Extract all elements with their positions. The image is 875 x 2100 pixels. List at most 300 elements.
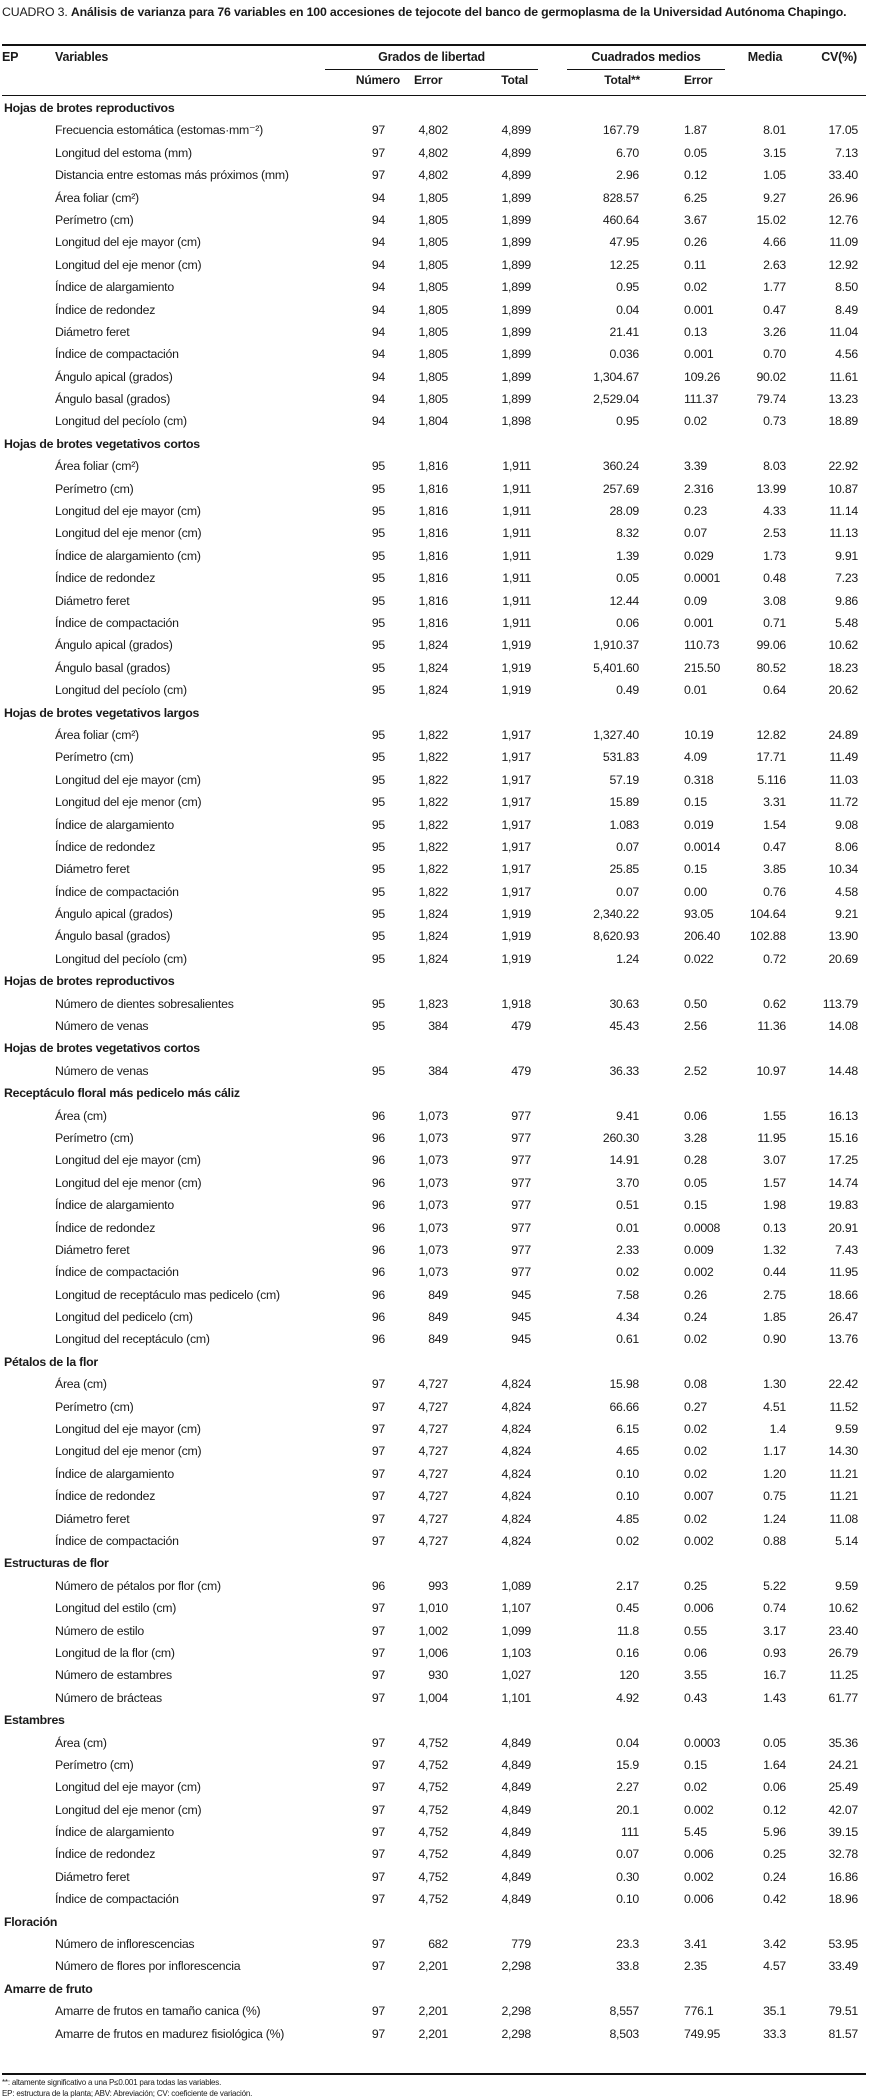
variable-name: Longitud del estoma (mm) bbox=[55, 145, 192, 160]
cv: 5.48 bbox=[835, 615, 858, 630]
media: 3.15 bbox=[763, 145, 786, 160]
table-row bbox=[0, 522, 875, 544]
group-title: Estructuras de flor bbox=[4, 1556, 109, 1571]
ms-total: 2,529.04 bbox=[593, 392, 639, 407]
ms-total: 4.92 bbox=[616, 1690, 639, 1705]
df-error: 2,201 bbox=[418, 1959, 448, 1974]
media: 1.55 bbox=[763, 1108, 786, 1123]
df-total: 1,917 bbox=[501, 862, 531, 877]
table-row bbox=[0, 1821, 875, 1843]
cv: 12.92 bbox=[828, 257, 858, 272]
cv: 22.92 bbox=[828, 459, 858, 474]
cuadrados-underline bbox=[567, 69, 725, 70]
df-total: 1,919 bbox=[501, 683, 531, 698]
cv: 42.07 bbox=[828, 1802, 858, 1817]
media: 0.88 bbox=[763, 1534, 786, 1548]
df-error: 1,073 bbox=[418, 1108, 448, 1123]
table-row bbox=[0, 1306, 875, 1328]
ms-error: 2.52 bbox=[684, 1063, 707, 1078]
cv: 9.91 bbox=[835, 548, 858, 563]
df-total: 1,027 bbox=[501, 1668, 531, 1683]
df-error: 4,727 bbox=[418, 1534, 448, 1548]
media: 4.57 bbox=[763, 1959, 786, 1974]
ms-total: 4.85 bbox=[616, 1511, 639, 1526]
ms-total: 0.95 bbox=[616, 280, 639, 295]
ms-total: 0.06 bbox=[616, 615, 639, 630]
media: 15.02 bbox=[756, 212, 786, 227]
ms-error: 110.73 bbox=[684, 638, 720, 653]
media: 12.82 bbox=[756, 727, 786, 742]
cv: 18.96 bbox=[828, 1892, 858, 1907]
table-row bbox=[0, 1463, 875, 1485]
media: 0.71 bbox=[763, 615, 786, 630]
ms-total: 0.01 bbox=[616, 1220, 639, 1235]
media: 3.07 bbox=[763, 1153, 786, 1168]
ms-error: 0.0001 bbox=[684, 571, 721, 586]
df-numero: 97 bbox=[371, 145, 385, 160]
cv: 81.57 bbox=[828, 2026, 858, 2041]
df-error: 1,824 bbox=[418, 683, 448, 698]
table-row bbox=[0, 164, 875, 186]
ms-error: 0.0008 bbox=[684, 1220, 721, 1235]
variable-name: Número de inflorescencias bbox=[55, 1937, 195, 1952]
media: 0.90 bbox=[763, 1332, 786, 1347]
ms-error: 0.029 bbox=[684, 548, 714, 563]
ms-error: 3.67 bbox=[684, 212, 707, 227]
table-row bbox=[0, 1217, 875, 1239]
df-numero: 96 bbox=[371, 1242, 385, 1257]
df-numero: 97 bbox=[371, 1377, 385, 1392]
df-total: 1,919 bbox=[501, 951, 531, 966]
table-row bbox=[0, 1172, 875, 1194]
cv: 8.06 bbox=[835, 839, 858, 854]
ms-error: 749.95 bbox=[684, 2026, 721, 2041]
ms-total: 3.70 bbox=[616, 1175, 639, 1190]
table-row bbox=[0, 679, 875, 701]
group-title: Receptáculo floral más pedicelo más cáliz bbox=[4, 1086, 240, 1101]
ms-total: 8,620.93 bbox=[593, 929, 639, 944]
df-numero: 97 bbox=[371, 1668, 385, 1683]
ms-error: 0.0014 bbox=[684, 839, 721, 854]
df-total: 4,824 bbox=[501, 1377, 531, 1392]
media: 0.64 bbox=[763, 683, 786, 698]
df-total: 945 bbox=[511, 1332, 531, 1347]
cv: 26.96 bbox=[828, 190, 858, 205]
df-total: 1,911 bbox=[502, 615, 531, 630]
ms-error: 93.05 bbox=[684, 907, 714, 922]
df-total: 4,899 bbox=[501, 123, 531, 138]
ms-error: 0.02 bbox=[684, 414, 707, 429]
table-row bbox=[0, 612, 875, 634]
ms-error: 0.006 bbox=[684, 1892, 714, 1907]
variable-name: Índice de compactación bbox=[55, 347, 179, 362]
ms-error: 0.01 bbox=[684, 683, 707, 698]
df-total: 977 bbox=[511, 1220, 531, 1235]
ms-total: 0.05 bbox=[616, 571, 639, 586]
df-error: 1,816 bbox=[418, 526, 448, 541]
media: 0.72 bbox=[763, 951, 786, 966]
media: 102.88 bbox=[749, 929, 786, 944]
cv: 14.08 bbox=[828, 1019, 858, 1034]
ms-error: 0.0003 bbox=[684, 1735, 721, 1750]
df-total: 1,089 bbox=[501, 1578, 531, 1593]
df-numero: 96 bbox=[371, 1578, 385, 1593]
df-numero: 94 bbox=[371, 302, 385, 317]
df-total: 779 bbox=[511, 1937, 531, 1952]
df-numero: 95 bbox=[371, 459, 385, 474]
df-numero: 96 bbox=[371, 1175, 385, 1190]
df-numero: 97 bbox=[371, 168, 385, 183]
df-error: 4,752 bbox=[418, 1847, 448, 1862]
ms-total: 0.02 bbox=[616, 1534, 639, 1548]
cv: 24.89 bbox=[828, 727, 858, 742]
group-row bbox=[0, 1911, 875, 1933]
df-error: 1,823 bbox=[418, 996, 448, 1011]
variable-name: Longitud del pecíolo (cm) bbox=[55, 414, 187, 429]
df-numero: 95 bbox=[371, 1063, 385, 1078]
df-error: 1,002 bbox=[418, 1623, 448, 1638]
bottom-rule bbox=[2, 2073, 866, 2075]
df-numero: 97 bbox=[371, 1847, 385, 1862]
ms-error: 206.40 bbox=[684, 929, 721, 944]
df-numero: 95 bbox=[371, 593, 385, 608]
df-total: 1,911 bbox=[502, 481, 531, 496]
df-total: 1,899 bbox=[501, 235, 531, 250]
ms-error: 0.002 bbox=[684, 1802, 714, 1817]
variable-name: Número de flores por inflorescencia bbox=[55, 1959, 241, 1974]
ms-error: 0.006 bbox=[684, 1847, 714, 1862]
df-numero: 97 bbox=[371, 1466, 385, 1481]
table-row bbox=[0, 2000, 875, 2022]
variable-name: Perímetro (cm) bbox=[55, 750, 134, 765]
df-total: 1,107 bbox=[501, 1601, 531, 1616]
df-error: 4,752 bbox=[418, 1757, 448, 1772]
df-error: 4,752 bbox=[418, 1735, 448, 1750]
cv: 14.48 bbox=[828, 1063, 858, 1078]
df-total: 945 bbox=[511, 1287, 531, 1302]
df-numero: 95 bbox=[371, 772, 385, 787]
table-row bbox=[0, 1776, 875, 1798]
df-total: 1,899 bbox=[501, 369, 531, 384]
cv: 11.09 bbox=[829, 235, 858, 250]
ms-error: 0.08 bbox=[684, 1377, 707, 1392]
cv: 11.04 bbox=[829, 324, 858, 339]
ms-total: 66.66 bbox=[609, 1399, 639, 1414]
df-numero: 97 bbox=[371, 1534, 385, 1548]
ms-total: 23.3 bbox=[616, 1937, 639, 1952]
media: 1.24 bbox=[763, 1511, 786, 1526]
table-row bbox=[0, 1597, 875, 1619]
df-numero: 97 bbox=[371, 1959, 385, 1974]
df-total: 4,849 bbox=[501, 1802, 531, 1817]
cv: 9.86 bbox=[835, 593, 858, 608]
df-numero: 97 bbox=[371, 1892, 385, 1907]
df-error: 1,805 bbox=[418, 347, 448, 362]
variable-name: Área foliar (cm²) bbox=[55, 459, 139, 474]
ms-error: 2.56 bbox=[684, 1019, 707, 1034]
table-row bbox=[0, 1440, 875, 1462]
ms-error: 0.15 bbox=[684, 795, 707, 810]
df-error: 1,822 bbox=[418, 772, 448, 787]
ms-error: 0.05 bbox=[684, 145, 707, 160]
df-numero: 96 bbox=[371, 1198, 385, 1213]
table-row bbox=[0, 769, 875, 791]
df-numero: 94 bbox=[371, 369, 385, 384]
df-total: 1,899 bbox=[501, 212, 531, 227]
variable-name: Índice de compactación bbox=[55, 1892, 179, 1907]
ms-error: 0.06 bbox=[684, 1645, 707, 1660]
table-row bbox=[0, 836, 875, 858]
df-numero: 97 bbox=[371, 1489, 385, 1504]
media: 2.75 bbox=[763, 1287, 786, 1302]
cv: 113.79 bbox=[822, 996, 858, 1011]
ms-error: 1.87 bbox=[684, 123, 707, 138]
ms-total: 0.10 bbox=[616, 1892, 639, 1907]
table-row bbox=[0, 1418, 875, 1440]
cv: 10.62 bbox=[828, 638, 858, 653]
media: 4.33 bbox=[763, 504, 786, 519]
df-numero: 97 bbox=[371, 1601, 385, 1616]
table-row bbox=[0, 343, 875, 365]
variable-name: Índice de compactación bbox=[55, 615, 179, 630]
df-total: 4,824 bbox=[501, 1444, 531, 1459]
header-cm-error: Error bbox=[684, 73, 713, 87]
df-numero: 95 bbox=[371, 660, 385, 675]
df-error: 4,727 bbox=[418, 1422, 448, 1437]
table-row bbox=[0, 791, 875, 813]
table-row bbox=[0, 2023, 875, 2045]
ms-error: 0.15 bbox=[684, 1198, 707, 1213]
df-numero: 97 bbox=[371, 1690, 385, 1705]
media: 1.73 bbox=[763, 548, 786, 563]
df-error: 4,752 bbox=[418, 1892, 448, 1907]
ms-total: 12.44 bbox=[609, 593, 639, 608]
ms-error: 0.001 bbox=[684, 347, 714, 362]
table-row bbox=[0, 724, 875, 746]
table-row bbox=[0, 455, 875, 477]
cv: 61.77 bbox=[828, 1690, 858, 1705]
table-row bbox=[0, 858, 875, 880]
df-numero: 97 bbox=[371, 2026, 385, 2041]
df-total: 1,917 bbox=[501, 839, 531, 854]
cv: 7.13 bbox=[835, 145, 858, 160]
ms-error: 0.09 bbox=[684, 593, 707, 608]
df-error: 1,824 bbox=[418, 951, 448, 966]
df-total: 977 bbox=[511, 1242, 531, 1257]
cv: 8.50 bbox=[835, 280, 858, 295]
variable-name: Longitud del eje mayor (cm) bbox=[55, 1780, 201, 1795]
cv: 8.49 bbox=[835, 302, 858, 317]
media: 1.20 bbox=[763, 1466, 786, 1481]
variable-name: Índice de redondez bbox=[55, 1220, 156, 1235]
variable-name: Longitud de la flor (cm) bbox=[55, 1645, 175, 1660]
media: 90.02 bbox=[756, 369, 786, 384]
media: 5.96 bbox=[763, 1825, 786, 1840]
variable-name: Frecuencia estomática (estomas·mm⁻²) bbox=[55, 123, 263, 138]
df-error: 1,805 bbox=[418, 235, 448, 250]
ms-total: 20.1 bbox=[616, 1802, 639, 1817]
variable-name: Índice de compactación bbox=[55, 1534, 179, 1548]
media: 0.13 bbox=[763, 1220, 786, 1235]
ms-error: 0.02 bbox=[684, 1466, 707, 1481]
df-total: 2,298 bbox=[501, 2004, 531, 2019]
header-ep: EP bbox=[2, 50, 19, 64]
variable-name: Perímetro (cm) bbox=[55, 212, 134, 227]
ms-total: 0.02 bbox=[616, 1265, 639, 1280]
cv: 20.91 bbox=[828, 1220, 858, 1235]
df-total: 1,917 bbox=[501, 750, 531, 765]
df-numero: 95 bbox=[371, 750, 385, 765]
df-error: 1,816 bbox=[418, 504, 448, 519]
df-error: 4,752 bbox=[418, 1869, 448, 1884]
df-total: 1,919 bbox=[501, 907, 531, 922]
df-numero: 97 bbox=[371, 123, 385, 138]
ms-error: 2.35 bbox=[684, 1959, 707, 1974]
table-row bbox=[0, 1060, 875, 1082]
grados-underline bbox=[325, 69, 538, 70]
df-error: 4,802 bbox=[418, 123, 448, 138]
table-row bbox=[0, 1105, 875, 1127]
ms-total: 33.8 bbox=[616, 1959, 639, 1974]
media: 99.06 bbox=[756, 638, 786, 653]
media: 3.26 bbox=[763, 324, 786, 339]
ms-total: 15.89 bbox=[609, 795, 639, 810]
media: 1.64 bbox=[763, 1757, 786, 1772]
ms-total: 28.09 bbox=[609, 504, 639, 519]
cv: 10.34 bbox=[828, 862, 858, 877]
df-error: 1,816 bbox=[418, 593, 448, 608]
table-body bbox=[0, 97, 875, 2045]
media: 4.51 bbox=[763, 1399, 786, 1414]
df-numero: 97 bbox=[371, 1422, 385, 1437]
df-total: 1,898 bbox=[501, 414, 531, 429]
ms-total: 2.33 bbox=[616, 1242, 639, 1257]
ms-total: 6.15 bbox=[616, 1422, 639, 1437]
ms-total: 12.25 bbox=[609, 257, 639, 272]
variable-name: Amarre de frutos en madurez fisiológica (%) bbox=[55, 2026, 285, 2041]
cv: 20.69 bbox=[828, 951, 858, 966]
ms-total: 45.43 bbox=[609, 1019, 639, 1034]
df-total: 4,849 bbox=[501, 1735, 531, 1750]
df-numero: 96 bbox=[371, 1220, 385, 1235]
df-total: 4,849 bbox=[501, 1892, 531, 1907]
df-total: 4,849 bbox=[501, 1757, 531, 1772]
ms-total: 1.39 bbox=[616, 548, 639, 563]
variable-name: Área (cm) bbox=[55, 1108, 107, 1123]
ms-error: 0.02 bbox=[684, 1511, 707, 1526]
table-row bbox=[0, 1149, 875, 1171]
cv: 16.86 bbox=[828, 1869, 858, 1884]
df-numero: 96 bbox=[371, 1265, 385, 1280]
table-row bbox=[0, 1575, 875, 1597]
ms-total: 47.95 bbox=[609, 235, 639, 250]
table-row bbox=[0, 366, 875, 388]
df-total: 4,899 bbox=[501, 168, 531, 183]
ms-total: 57.19 bbox=[609, 772, 639, 787]
df-numero: 97 bbox=[371, 1511, 385, 1526]
variable-name: Longitud del pedicelo (cm) bbox=[55, 1310, 193, 1325]
ms-error: 2.316 bbox=[684, 481, 714, 496]
table-row bbox=[0, 1866, 875, 1888]
df-total: 977 bbox=[511, 1175, 531, 1190]
df-numero: 97 bbox=[371, 1780, 385, 1795]
cv: 18.23 bbox=[828, 660, 858, 675]
table-row bbox=[0, 1239, 875, 1261]
table-row bbox=[0, 119, 875, 141]
header-numero: Número bbox=[355, 73, 400, 87]
cv: 11.52 bbox=[829, 1399, 858, 1414]
df-numero: 95 bbox=[371, 615, 385, 630]
table-row bbox=[0, 1328, 875, 1350]
cv: 7.43 bbox=[835, 1242, 858, 1257]
ms-error: 0.05 bbox=[684, 1175, 707, 1190]
table-row bbox=[0, 993, 875, 1015]
group-row bbox=[0, 1037, 875, 1059]
table-row bbox=[0, 814, 875, 836]
df-numero: 95 bbox=[371, 727, 385, 742]
ms-error: 0.06 bbox=[684, 1108, 707, 1123]
table-row bbox=[0, 1933, 875, 1955]
df-total: 1,917 bbox=[501, 795, 531, 810]
df-error: 1,004 bbox=[418, 1690, 448, 1705]
cv: 18.89 bbox=[828, 414, 858, 429]
caption-label: CUADRO 3. bbox=[2, 5, 68, 19]
df-total: 1,919 bbox=[501, 929, 531, 944]
df-numero: 95 bbox=[371, 795, 385, 810]
ms-error: 0.001 bbox=[684, 302, 714, 317]
variable-name: Longitud del eje menor (cm) bbox=[55, 526, 202, 541]
media: 79.74 bbox=[756, 392, 786, 407]
ms-total: 0.04 bbox=[616, 1735, 639, 1750]
variable-name: Distancia entre estomas más próximos (mm) bbox=[55, 168, 289, 183]
df-numero: 94 bbox=[371, 347, 385, 362]
df-error: 682 bbox=[428, 1937, 448, 1952]
group-title: Hojas de brotes vegetativos cortos bbox=[4, 1041, 200, 1056]
df-numero: 97 bbox=[371, 1757, 385, 1772]
ms-error: 0.02 bbox=[684, 1332, 707, 1347]
df-numero: 95 bbox=[371, 907, 385, 922]
df-total: 1,918 bbox=[501, 996, 531, 1011]
df-numero: 95 bbox=[371, 884, 385, 899]
table-row bbox=[0, 567, 875, 589]
df-total: 4,849 bbox=[501, 1825, 531, 1840]
header-total: Total bbox=[501, 73, 528, 87]
df-error: 1,816 bbox=[418, 571, 448, 586]
media: 1.77 bbox=[763, 280, 786, 295]
media: 0.47 bbox=[763, 839, 786, 854]
df-total: 1,899 bbox=[501, 280, 531, 295]
cv: 10.87 bbox=[828, 481, 858, 496]
table-row bbox=[0, 254, 875, 276]
table-row bbox=[0, 1015, 875, 1037]
group-title: Hojas de brotes vegetativos largos bbox=[4, 705, 200, 720]
cv: 53.95 bbox=[828, 1937, 858, 1952]
table-row bbox=[0, 410, 875, 432]
df-total: 4,824 bbox=[501, 1534, 531, 1548]
df-error: 1,805 bbox=[418, 190, 448, 205]
df-numero: 94 bbox=[371, 414, 385, 429]
ms-total: 1.083 bbox=[609, 817, 639, 832]
cv: 22.42 bbox=[828, 1377, 858, 1392]
df-total: 1,899 bbox=[501, 302, 531, 317]
table-row bbox=[0, 1664, 875, 1686]
table-row bbox=[0, 388, 875, 410]
table-row bbox=[0, 1955, 875, 1977]
header-rule bbox=[2, 95, 866, 96]
variable-name: Ángulo apical (grados) bbox=[55, 369, 173, 384]
group-row bbox=[0, 702, 875, 724]
variable-name: Índice de redondez bbox=[55, 571, 156, 586]
